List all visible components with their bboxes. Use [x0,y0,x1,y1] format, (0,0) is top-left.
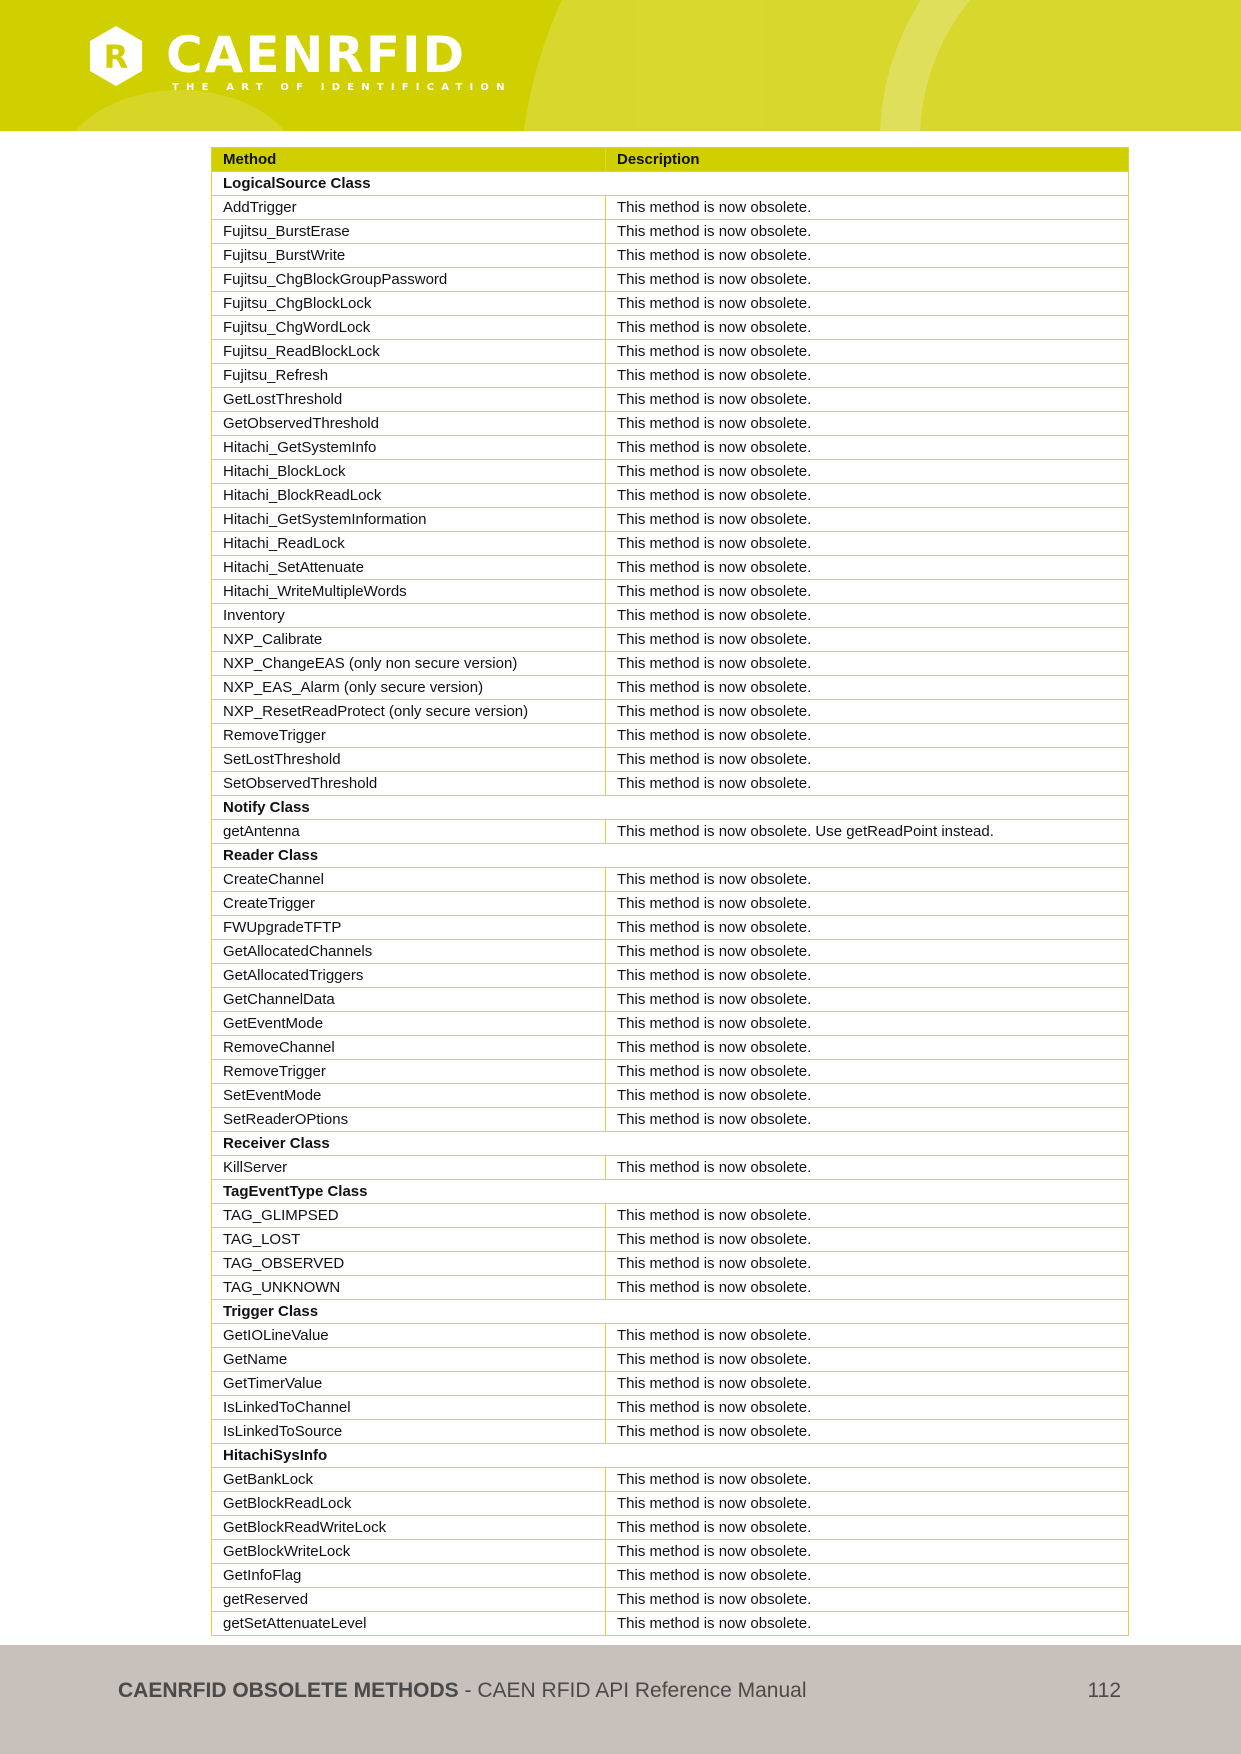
method-description: This method is now obsolete. [606,1228,1129,1252]
method-name: Hitachi_GetSystemInformation [212,508,606,532]
table-row [212,1060,1129,1084]
obsolete-methods-table [211,147,1129,1636]
table-row [212,1564,1129,1588]
method-name: Hitachi_ReadLock [212,532,606,556]
section-row [212,1132,1129,1156]
method-name: Hitachi_BlockReadLock [212,484,606,508]
method-name: NXP_ChangeEAS (only non secure version) [212,652,606,676]
method-name: RemoveTrigger [212,724,606,748]
table-row [212,1516,1129,1540]
method-name: GetAllocatedTriggers [212,964,606,988]
method-description: This method is now obsolete. [606,1036,1129,1060]
method-name: CreateChannel [212,868,606,892]
column-header-description: Description [606,148,1129,172]
table-row [212,1276,1129,1300]
table-body [212,172,1129,1636]
section-row [212,1180,1129,1204]
method-description: This method is now obsolete. [606,388,1129,412]
method-name: GetChannelData [212,988,606,1012]
method-description: This method is now obsolete. [606,604,1129,628]
table-row [212,700,1129,724]
table-row [212,1324,1129,1348]
method-name: GetInfoFlag [212,1564,606,1588]
method-name: getReserved [212,1588,606,1612]
table-row [212,1540,1129,1564]
table-row [212,1036,1129,1060]
table-row [212,388,1129,412]
method-name: Inventory [212,604,606,628]
method-name: Hitachi_GetSystemInfo [212,436,606,460]
section-title: Reader Class [212,844,1129,868]
method-name: GetBankLock [212,1468,606,1492]
table-header-row [212,148,1129,172]
method-name: TAG_OBSERVED [212,1252,606,1276]
method-description: This method is now obsolete. [606,1252,1129,1276]
footer-section-title: CAENRFID OBSOLETE METHODS [118,1679,459,1702]
method-description: This method is now obsolete. [606,1276,1129,1300]
method-name: GetBlockReadLock [212,1492,606,1516]
table-row [212,556,1129,580]
method-description: This method is now obsolete. [606,868,1129,892]
table-row [212,964,1129,988]
method-name: IsLinkedToSource [212,1420,606,1444]
method-description: This method is now obsolete. [606,700,1129,724]
table-row [212,868,1129,892]
method-description: This method is now obsolete. [606,508,1129,532]
table-row [212,436,1129,460]
method-description: This method is now obsolete. Use getReadPoint instead. [606,820,1129,844]
page-header [0,0,1241,131]
method-name: GetName [212,1348,606,1372]
method-name: GetAllocatedChannels [212,940,606,964]
method-name: GetBlockReadWriteLock [212,1516,606,1540]
table-row [212,460,1129,484]
table-row [212,652,1129,676]
section-row [212,1444,1129,1468]
page-number: 112 [1087,1679,1121,1702]
section-row [212,796,1129,820]
section-title: LogicalSource Class [212,172,1129,196]
method-description: This method is now obsolete. [606,580,1129,604]
table-row [212,772,1129,796]
header-decoration-arc [880,0,1241,131]
table-row [212,340,1129,364]
table-row [212,220,1129,244]
method-description: This method is now obsolete. [606,1204,1129,1228]
method-name: Fujitsu_ChgBlockLock [212,292,606,316]
method-description: This method is now obsolete. [606,892,1129,916]
method-name: Hitachi_SetAttenuate [212,556,606,580]
section-row [212,172,1129,196]
method-description: This method is now obsolete. [606,1156,1129,1180]
method-name: NXP_ResetReadProtect (only secure version) [212,700,606,724]
table-row [212,1492,1129,1516]
method-description: This method is now obsolete. [606,244,1129,268]
method-name: GetLostThreshold [212,388,606,412]
method-name: Fujitsu_ChgWordLock [212,316,606,340]
method-description: This method is now obsolete. [606,964,1129,988]
method-name: Fujitsu_ChgBlockGroupPassword [212,268,606,292]
method-description: This method is now obsolete. [606,724,1129,748]
method-name: SetLostThreshold [212,748,606,772]
section-row [212,844,1129,868]
caenrfid-logo-icon [88,24,144,88]
method-name: GetIOLineValue [212,1324,606,1348]
table-row [212,196,1129,220]
table-row [212,1012,1129,1036]
method-name: Fujitsu_Refresh [212,364,606,388]
method-description: This method is now obsolete. [606,628,1129,652]
method-name: RemoveTrigger [212,1060,606,1084]
table-row [212,244,1129,268]
table-row [212,988,1129,1012]
table-row [212,604,1129,628]
table-row [212,1468,1129,1492]
method-description: This method is now obsolete. [606,1540,1129,1564]
method-description: This method is now obsolete. [606,1012,1129,1036]
method-description: This method is now obsolete. [606,292,1129,316]
method-description: This method is now obsolete. [606,652,1129,676]
section-title: TagEventType Class [212,1180,1129,1204]
table-row [212,412,1129,436]
method-name: Hitachi_WriteMultipleWords [212,580,606,604]
method-description: This method is now obsolete. [606,772,1129,796]
method-name: CreateTrigger [212,892,606,916]
method-name: GetEventMode [212,1012,606,1036]
table-row [212,1156,1129,1180]
method-description: This method is now obsolete. [606,268,1129,292]
method-description: This method is now obsolete. [606,1564,1129,1588]
table-row [212,892,1129,916]
table-row [212,1252,1129,1276]
section-title: Notify Class [212,796,1129,820]
table-row [212,1372,1129,1396]
table-row [212,532,1129,556]
method-description: This method is now obsolete. [606,1108,1129,1132]
method-name: NXP_Calibrate [212,628,606,652]
method-description: This method is now obsolete. [606,1324,1129,1348]
table-row [212,628,1129,652]
method-name: NXP_EAS_Alarm (only secure version) [212,676,606,700]
method-description: This method is now obsolete. [606,1612,1129,1636]
method-description: This method is now obsolete. [606,748,1129,772]
method-name: AddTrigger [212,196,606,220]
table-row [212,508,1129,532]
method-description: This method is now obsolete. [606,1468,1129,1492]
logo-wordmark: CAENRFID [166,26,467,84]
method-name: Fujitsu_ReadBlockLock [212,340,606,364]
method-description: This method is now obsolete. [606,340,1129,364]
method-description: This method is now obsolete. [606,1396,1129,1420]
method-description: This method is now obsolete. [606,1420,1129,1444]
method-description: This method is now obsolete. [606,1084,1129,1108]
table-row [212,916,1129,940]
section-title: Trigger Class [212,1300,1129,1324]
method-description: This method is now obsolete. [606,1372,1129,1396]
table-row [212,1348,1129,1372]
table-row [212,1084,1129,1108]
table-row [212,1204,1129,1228]
method-description: This method is now obsolete. [606,988,1129,1012]
method-name: TAG_LOST [212,1228,606,1252]
method-name: FWUpgradeTFTP [212,916,606,940]
table-row [212,1228,1129,1252]
footer-doc-title: - CAEN RFID API Reference Manual [458,1679,807,1702]
method-description: This method is now obsolete. [606,364,1129,388]
table-row [212,1588,1129,1612]
method-name: KillServer [212,1156,606,1180]
table-row [212,580,1129,604]
method-name: GetTimerValue [212,1372,606,1396]
method-name: GetBlockWriteLock [212,1540,606,1564]
table-row [212,364,1129,388]
table-row [212,748,1129,772]
section-title: HitachiSysInfo [212,1444,1129,1468]
svg-text:R: R [103,38,129,76]
header-decoration-wave [60,90,300,131]
method-description: This method is now obsolete. [606,460,1129,484]
method-name: TAG_GLIMPSED [212,1204,606,1228]
method-name: GetObservedThreshold [212,412,606,436]
method-description: This method is now obsolete. [606,1516,1129,1540]
page-footer [0,1645,1241,1754]
column-header-method: Method [212,148,606,172]
method-description: This method is now obsolete. [606,940,1129,964]
method-name: getAntenna [212,820,606,844]
method-name: Fujitsu_BurstErase [212,220,606,244]
method-description: This method is now obsolete. [606,412,1129,436]
method-description: This method is now obsolete. [606,532,1129,556]
table-row [212,1612,1129,1636]
method-description: This method is now obsolete. [606,916,1129,940]
method-name: SetEventMode [212,1084,606,1108]
table-row [212,268,1129,292]
table-row [212,1108,1129,1132]
table-row [212,292,1129,316]
logo-tagline: THE ART OF IDENTIFICATION [172,82,512,93]
method-description: This method is now obsolete. [606,196,1129,220]
method-description: This method is now obsolete. [606,220,1129,244]
table-row [212,1420,1129,1444]
section-row [212,1300,1129,1324]
method-name: getSetAttenuateLevel [212,1612,606,1636]
method-name: TAG_UNKNOWN [212,1276,606,1300]
method-name: Fujitsu_BurstWrite [212,244,606,268]
method-name: RemoveChannel [212,1036,606,1060]
method-description: This method is now obsolete. [606,676,1129,700]
method-name: Hitachi_BlockLock [212,460,606,484]
method-description: This method is now obsolete. [606,1492,1129,1516]
table-row [212,484,1129,508]
method-description: This method is now obsolete. [606,556,1129,580]
method-name: SetObservedThreshold [212,772,606,796]
method-name: SetReaderOPtions [212,1108,606,1132]
table-row [212,676,1129,700]
table-row [212,724,1129,748]
section-title: Receiver Class [212,1132,1129,1156]
method-description: This method is now obsolete. [606,436,1129,460]
method-description: This method is now obsolete. [606,484,1129,508]
table-row [212,820,1129,844]
table-row [212,1396,1129,1420]
table-row [212,316,1129,340]
method-name: IsLinkedToChannel [212,1396,606,1420]
method-description: This method is now obsolete. [606,316,1129,340]
table-row [212,940,1129,964]
footer-title [118,1679,806,1703]
method-description: This method is now obsolete. [606,1060,1129,1084]
method-description: This method is now obsolete. [606,1588,1129,1612]
method-description: This method is now obsolete. [606,1348,1129,1372]
